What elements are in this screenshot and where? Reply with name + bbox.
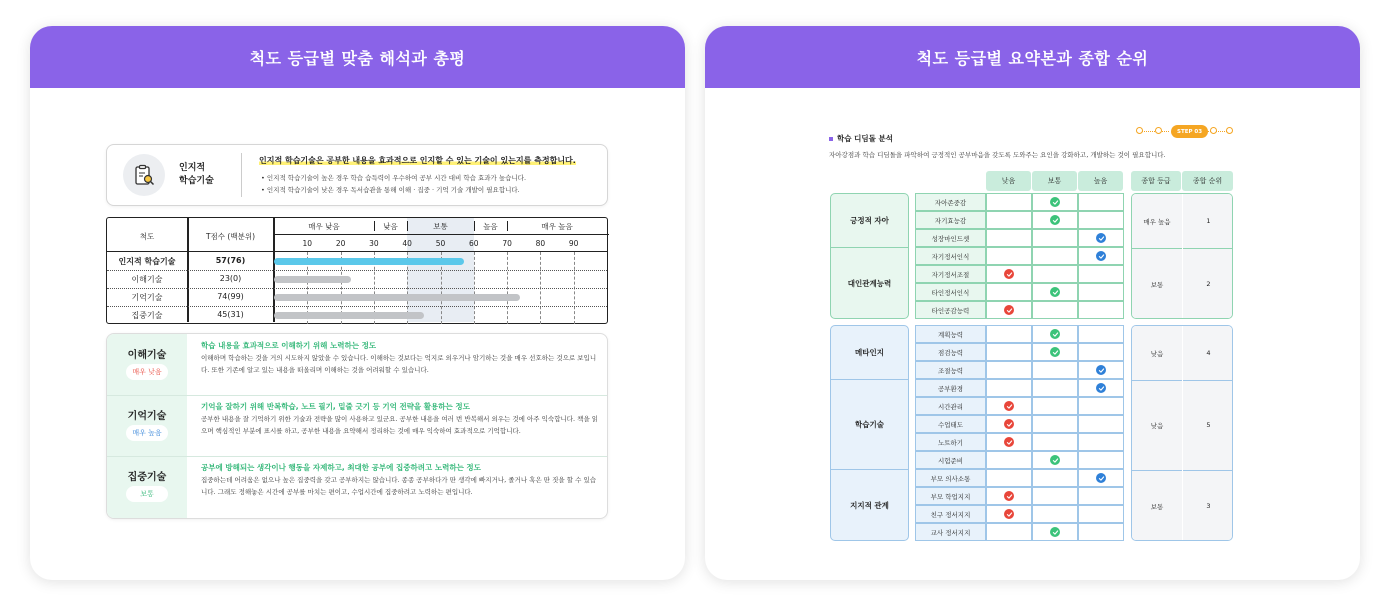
check-icon (1004, 491, 1014, 501)
step-circle (1155, 127, 1162, 134)
divider (241, 153, 242, 197)
check-glyph (1098, 235, 1105, 242)
group-separator (830, 469, 909, 470)
check-glyph (1098, 385, 1105, 392)
check-glyph (1052, 331, 1059, 338)
rank-col-divider (1182, 326, 1183, 540)
check-glyph (1052, 457, 1059, 464)
check-glyph (1098, 367, 1105, 374)
range-label: 매우 낮음 (308, 222, 340, 231)
grid-cell (1078, 283, 1124, 301)
item-label: 시간관리 (915, 397, 986, 415)
check-icon (1050, 215, 1060, 225)
item-label: 시험준비 (915, 451, 986, 469)
check-icon (1050, 455, 1060, 465)
rank-grade: 매우 높음 (1132, 194, 1182, 248)
scale-name: 인지적 학습기술 (118, 257, 176, 266)
check-glyph (1098, 475, 1105, 482)
grid-cell (986, 451, 1032, 469)
check-icon (1004, 401, 1014, 411)
score-bar (274, 312, 424, 319)
check-glyph (1006, 421, 1013, 428)
check-icon (1096, 383, 1106, 393)
item-label: 타인공감능력 (915, 301, 986, 319)
desc-title: 공부에 방해되는 생각이나 행동을 자제하고, 최대한 공부에 집중하려고 노력하는 정도 (201, 463, 481, 472)
step-badge: STEP 03 (1171, 125, 1208, 138)
range-separator (507, 221, 508, 231)
item-label: 성장마인드셋 (915, 229, 986, 247)
grid-cell (1078, 325, 1124, 343)
check-glyph (1052, 199, 1059, 206)
check-glyph (1052, 289, 1059, 296)
desc-title: 학습 내용을 효과적으로 이해하기 위해 노력하는 정도 (201, 341, 377, 350)
desc-title: 기억을 잘하기 위해 반복학습, 노트 필기, 밑줄 긋기 등 기억 전략을 활용하는 정도 (201, 402, 470, 411)
check-icon (1050, 329, 1060, 339)
item-label: 타인정서인식 (915, 283, 986, 301)
step-circle (1136, 127, 1143, 134)
item-label: 부모 의사소통 (915, 469, 986, 487)
clipboard-search-icon (123, 154, 165, 196)
check-glyph (1006, 307, 1013, 314)
check-glyph (1006, 493, 1013, 500)
item-label: 자아존중감 (915, 193, 986, 211)
check-icon (1050, 287, 1060, 297)
grid-cell (986, 361, 1032, 379)
check-glyph (1006, 271, 1013, 278)
grid-cell (1078, 301, 1124, 319)
item-label: 노트하기 (915, 433, 986, 451)
grid-cell (986, 523, 1032, 541)
grid-cell (1078, 415, 1124, 433)
item-label: 교사 정서지지 (915, 523, 986, 541)
rank-grade: 낮음 (1132, 380, 1182, 470)
level-header: 보통 (1032, 171, 1077, 191)
grid-cell (1078, 433, 1124, 451)
grid-cell (986, 379, 1032, 397)
section-subtitle: 자아강점과 학습 디딤돌을 파악하여 긍정적인 공부마음을 갖도록 도와주는 요인을 강화하고, 개발하는 것이 필요합니다. (829, 151, 1166, 159)
check-icon (1004, 269, 1014, 279)
skill-bullet: • 인지적 학습기술이 낮은 경우 독서습관을 통해 이해 · 집중 · 기억 기술 개발이 필요합니다. (261, 184, 526, 196)
range-separator (474, 221, 475, 231)
tick-label: 20 (335, 239, 346, 248)
group-name: 대인관계능력 (847, 279, 892, 288)
grid-cell (1078, 451, 1124, 469)
tick-label: 50 (435, 239, 446, 248)
grid-cell (1078, 343, 1124, 361)
step-circle (1226, 127, 1233, 134)
section-title (829, 133, 893, 144)
rank-grade: 보통 (1132, 470, 1182, 541)
grid-cell (1032, 301, 1078, 319)
col-tscore-label: T점수 (백분위) (205, 232, 256, 241)
level-header: 낮음 (986, 171, 1031, 191)
grid-cell (1078, 265, 1124, 283)
left-report-card (30, 26, 685, 580)
item-label: 부모 학업지지 (915, 487, 986, 505)
range-label: 매우 높음 (541, 222, 573, 231)
grid-cell (1032, 265, 1078, 283)
grid-cell (1032, 415, 1078, 433)
rank-order: 2 (1183, 248, 1233, 319)
item-label: 친구 정서지지 (915, 505, 986, 523)
check-glyph (1052, 349, 1059, 356)
check-icon (1096, 473, 1106, 483)
score-bar (274, 258, 464, 265)
grid-cell (986, 343, 1032, 361)
check-glyph (1006, 511, 1013, 518)
item-label: 자기효능감 (915, 211, 986, 229)
group-separator (830, 379, 909, 380)
group-name: 학습기술 (855, 420, 884, 429)
grid-cell (1032, 505, 1078, 523)
check-glyph (1006, 439, 1013, 446)
desc-row-separator (107, 456, 607, 457)
rank-grade-header: 종합 등급 (1131, 171, 1181, 191)
skill-headline (259, 155, 576, 166)
group-box-green (830, 193, 909, 319)
level-badge: 보통 (126, 486, 168, 502)
range-separator (407, 221, 408, 231)
grid-cell (1078, 523, 1124, 541)
group-name: 긍정적 자아 (850, 216, 889, 225)
grid-cell (986, 247, 1032, 265)
grid-cell (1032, 397, 1078, 415)
grid-cell (986, 469, 1032, 487)
grid-cell (1032, 361, 1078, 379)
range-underline (273, 234, 609, 235)
item-label: 공부환경 (915, 379, 986, 397)
tscore-value: 23(0) (219, 274, 242, 283)
grid-cell (1078, 193, 1124, 211)
skill-description-box (106, 333, 608, 519)
tick-label: 80 (535, 239, 546, 248)
skill-title-line1: 인지적 (179, 163, 206, 173)
check-icon (1004, 437, 1014, 447)
tick-label: 70 (502, 239, 512, 248)
grid-cell (986, 229, 1032, 247)
desc-body: 공부한 내용을 잘 기억하기 위한 기술과 전략을 많이 사용하고 있군요. 공부한 내용을 여러 번 반복해서 외우는 것에 아주 익숙합니다. 책을 읽으며 핵심적인 부분에 표시를 하고, 공부한 내용을 요약해서 정리하는 것에 매우 익숙하여 효과적으로 기억합니다. (201, 415, 599, 435)
scale-name: 이해기술 (131, 275, 163, 284)
step-line-left (1139, 131, 1169, 132)
item-label: 조절능력 (915, 361, 986, 379)
row-separator (107, 288, 607, 289)
score-table (106, 217, 608, 324)
desc-body: 집중하는데 어려움은 없으나 높은 집중력을 갖고 공부하지는 않습니다. 종종 공부하다가 딴 생각에 빠지거나, 졸거나 혹은 딴 짓을 할 수 있습니다. 그래도 정해놓은 시간에 공부를 마치는 편이고, 수업시간에 집중하려고 노력하는 편입니다. (201, 476, 597, 496)
tick-label: 60 (469, 239, 479, 248)
check-icon (1004, 305, 1014, 315)
tick-label: 40 (402, 239, 412, 248)
check-glyph (1006, 403, 1013, 410)
group-name: 지지적 관계 (850, 501, 889, 510)
tscore-value: 57(76) (215, 256, 246, 265)
item-label: 자기정서인식 (915, 247, 986, 265)
grid-cell (986, 325, 1032, 343)
right-report-card (705, 26, 1360, 580)
grid-cell (1078, 397, 1124, 415)
check-icon (1096, 251, 1106, 261)
desc-skill-name: 이해기술 (127, 350, 167, 361)
check-icon (1050, 347, 1060, 357)
grid-cell (1032, 469, 1078, 487)
score-bar (274, 294, 520, 301)
desc-skill-name: 기억기술 (127, 411, 167, 422)
item-label: 점검능력 (915, 343, 986, 361)
level-badge: 매우 높음 (126, 425, 168, 441)
check-icon (1096, 365, 1106, 375)
item-label: 자기정서조절 (915, 265, 986, 283)
check-icon (1004, 419, 1014, 429)
skill-bullet: • 인지적 학습기술이 높은 경우 학습 습득력이 우수하여 공부 시간 대비 학습 효과가 높습니다. (261, 172, 526, 184)
skill-info-box (106, 144, 608, 206)
range-label: 높음 (483, 222, 498, 231)
right-card-title: 척도 등급별 요약본과 종합 순위 (705, 26, 1360, 88)
grid-cell (1032, 487, 1078, 505)
tick-label: 90 (568, 239, 579, 248)
grid-cell (1078, 211, 1124, 229)
range-label: 보통 (433, 222, 448, 231)
grid-cell (1032, 379, 1078, 397)
rank-box (1131, 325, 1233, 541)
desc-skill-name: 집중기술 (127, 472, 167, 483)
skill-headline-text: 인지적 학습기술은 공부한 내용을 효과적으로 인지할 수 있는 기술이 있는지를 측정합니다. (259, 156, 576, 165)
group-name: 메타인지 (855, 348, 884, 357)
group-separator (830, 247, 909, 248)
check-icon (1004, 509, 1014, 519)
grid-cell (1078, 505, 1124, 523)
desc-body: 이해하며 학습하는 것을 거의 시도하지 않았을 수 있습니다. 이해하는 것보다는 억지로 외우거나 암기하는 것을 매우 선호하는 것으로 보입니다. 또한 기존에 알고 있는 내용을 떠올리며 이해하는 것을 어려워할 수 있습니다. (201, 354, 597, 374)
level-header: 높음 (1078, 171, 1123, 191)
rank-order: 1 (1183, 194, 1233, 248)
step-circle (1210, 127, 1217, 134)
skill-title-line2: 학습기술 (179, 176, 214, 186)
scale-name: 집중기술 (131, 311, 163, 320)
grid-cell (1032, 433, 1078, 451)
rank-box (1131, 193, 1233, 319)
check-glyph (1052, 529, 1059, 536)
check-glyph (1098, 253, 1105, 260)
check-glyph (1052, 217, 1059, 224)
grid-cell (986, 283, 1032, 301)
section-title-text: 학습 디딤돌 분석 (837, 134, 893, 143)
skill-bullets (261, 172, 526, 196)
rank-order: 4 (1183, 326, 1233, 380)
desc-row-separator (107, 395, 607, 396)
left-card-title: 척도 등급별 맞춤 해석과 총평 (30, 26, 685, 88)
rank-order-header: 종합 순위 (1182, 171, 1233, 191)
check-icon (1096, 233, 1106, 243)
grid-cell (986, 193, 1032, 211)
row-separator (107, 270, 607, 271)
item-label: 계획능력 (915, 325, 986, 343)
rank-order: 5 (1183, 380, 1233, 470)
grid-cell (1078, 487, 1124, 505)
grid-cell (986, 211, 1032, 229)
item-label: 수업태도 (915, 415, 986, 433)
col-scale-label: 척도 (139, 232, 155, 241)
range-separator (374, 221, 375, 231)
tick-label: 30 (369, 239, 379, 248)
scale-name: 기억기술 (131, 293, 163, 302)
level-badge: 매우 낮음 (126, 364, 168, 380)
range-label: 낮음 (383, 222, 398, 231)
row-separator (107, 306, 607, 307)
grid-cell (1032, 229, 1078, 247)
rank-grade: 낮음 (1132, 326, 1182, 380)
rank-order: 3 (1183, 470, 1233, 541)
grid-cell (1032, 247, 1078, 265)
bullet-dot (829, 137, 833, 141)
rank-grade: 보통 (1132, 248, 1182, 319)
score-bar (274, 276, 351, 283)
tscore-value: 74(99) (217, 292, 244, 301)
rank-col-divider (1182, 194, 1183, 318)
tick-label: 10 (302, 239, 313, 248)
tscore-value: 45(31) (217, 310, 244, 319)
check-icon (1050, 527, 1060, 537)
skill-title (179, 162, 229, 188)
check-icon (1050, 197, 1060, 207)
